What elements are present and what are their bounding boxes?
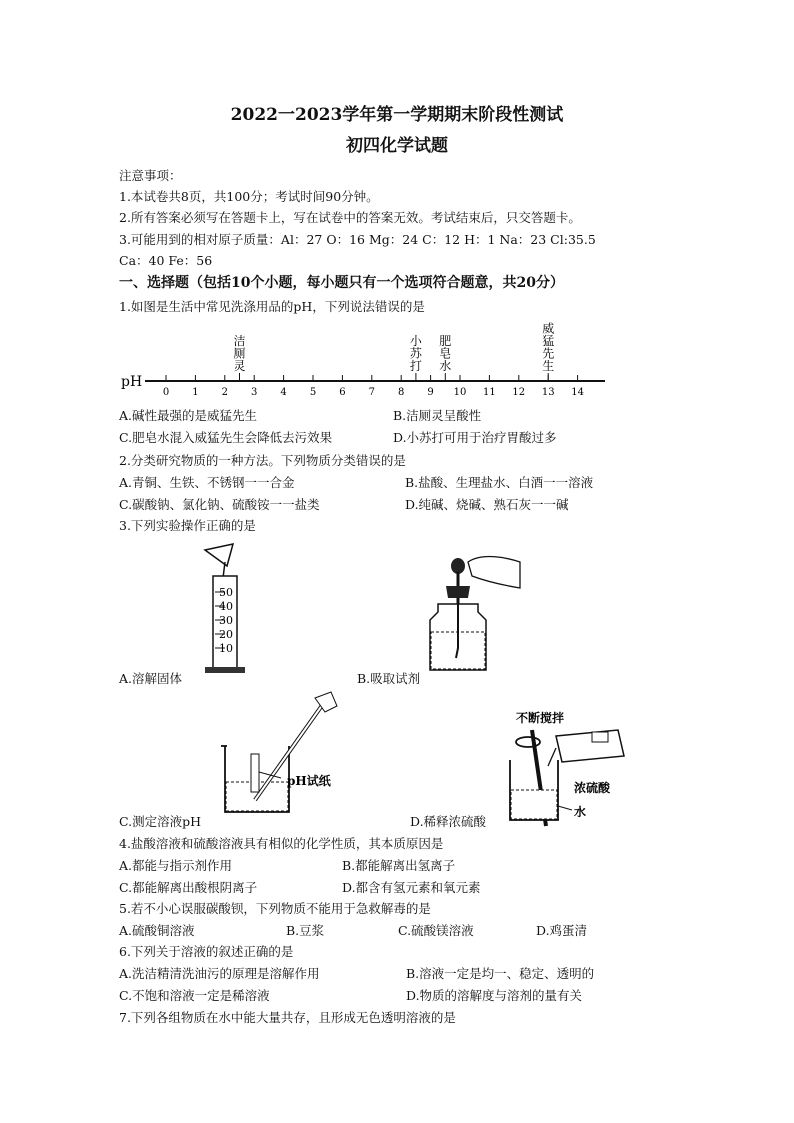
question-stem: 6.下列关于溶液的叙述正确的是	[119, 944, 294, 959]
option-b: B.溶液一定是均一、稳定、透明的	[406, 966, 595, 981]
ph-marker-label: 洁厕灵	[233, 334, 246, 373]
measuring-cylinder-figure	[195, 540, 265, 678]
cylinder-mark: 40	[219, 600, 233, 613]
question-stem: 1.如图是生活中常见洗涤用品的pH，下列说法错误的是	[119, 299, 425, 314]
page-title: 2022一2023学年第一学期期末阶段性测试	[230, 105, 564, 125]
option-d: D.物质的溶解度与溶剂的量有关	[406, 988, 583, 1003]
ph-tick-label: 14	[571, 387, 584, 398]
ph-tick-label: 10	[453, 387, 467, 398]
option-c: C.硫酸镁溶液	[398, 923, 474, 938]
question-stem: 2.分类研究物质的一种方法。下列物质分类错误的是	[119, 453, 406, 468]
option-c: C.测定溶液pH	[119, 814, 201, 829]
notice-line: 2.所有答案必须写在答题卡上，写在试卷中的答案无效。考试结束后，只交答题卡。	[119, 210, 581, 225]
ph-tick-label: 11	[483, 387, 496, 398]
option-d: D.稀释浓硫酸	[410, 814, 487, 829]
ph-tick-label: 8	[398, 387, 405, 398]
ph-tick-label: 0	[162, 387, 170, 398]
option-d: D.小苏打可用于治疗胃酸过多	[393, 430, 557, 445]
cylinder-mark: 20	[219, 628, 233, 641]
option-d: D.都含有氢元素和氧元素	[342, 880, 481, 895]
option-c: C.碳酸钠、氯化钠、硫酸铵一一盐类	[119, 497, 320, 512]
notice-heading: 注意事项：	[119, 168, 182, 183]
section-heading: 一、选择题（包括10个小题，每小题只有一个选项符合题意，共20分）	[119, 275, 564, 291]
option-a: A.硫酸铜溶液	[119, 923, 195, 938]
option-b: B.都能解离出氢离子	[342, 858, 456, 873]
option-d: D.纯碱、烧碱、熟石灰一一碱	[405, 497, 569, 512]
ph-tick-label: 2	[221, 387, 228, 398]
option-b: B.吸取试剂	[357, 671, 421, 686]
ph-tick-label: 3	[251, 387, 258, 398]
option-a: A.都能与指示剂作用	[119, 858, 233, 873]
ph-tick-label: 13	[541, 387, 555, 398]
ph-markers	[233, 321, 554, 382]
ph-tick-label: 7	[368, 387, 375, 398]
cylinder-mark: 10	[219, 642, 233, 655]
cylinder-mark: 50	[219, 586, 233, 599]
option-a: A.碱性最强的是威猛先生	[119, 408, 258, 423]
ph-tick-label: 4	[280, 387, 287, 398]
option-b: B.盐酸、生理盐水、白酒一一溶液	[405, 475, 594, 490]
notice-line: Ca：40 Fe：56	[119, 253, 213, 268]
option-a: A.洗洁精清洗油污的原理是溶解作用	[119, 966, 320, 981]
option-a: A.青铜、生铁、不锈钢一一合金	[119, 475, 295, 490]
ph-axis-label: pH	[121, 374, 143, 390]
ph-paper-label: pH试纸	[287, 774, 331, 788]
question-stem: 5.若不小心误服碳酸钡，下列物质不能用于急救解毒的是	[119, 901, 431, 916]
option-b: B.洁厕灵呈酸性	[393, 408, 482, 423]
water-label: 水	[574, 805, 587, 819]
notice-line: 3.可能用到的相对原子质量：Al：27 O：16 Mg：24 C：12 H：1 Na：23 Cl:35.5	[119, 232, 596, 247]
ph-marker-label: 小苏打	[409, 334, 422, 373]
question-stem: 3.下列实验操作正确的是	[119, 518, 256, 533]
ph-tick-label: 9	[427, 387, 434, 398]
ph-test-figure	[215, 690, 350, 818]
ph-tick-label: 1	[192, 387, 199, 398]
option-c: C.都能解离出酸根阴离子	[119, 880, 258, 895]
page-subtitle: 初四化学试题	[346, 136, 448, 156]
ph-ticks	[163, 375, 584, 398]
ph-marker-label: 肥皂水	[439, 334, 452, 373]
ph-tick-label: 12	[512, 387, 526, 398]
acid-label: 浓硫酸	[574, 781, 611, 795]
ph-tick-label: 5	[309, 387, 317, 398]
dropper-bottle-figure	[428, 548, 528, 674]
ph-tick-label: 6	[339, 387, 346, 398]
option-c: C.不饱和溶液一定是稀溶液	[119, 988, 270, 1003]
option-b: B.豆浆	[286, 923, 325, 938]
option-a: A.溶解固体	[119, 671, 183, 686]
option-c: C.肥皂水混入威猛先生会降低去污效果	[119, 430, 333, 445]
ph-marker-label: 威猛先生	[542, 321, 555, 373]
question-stem: 7.下列各组物质在水中能大量共存，且形成无色透明溶液的是	[119, 1010, 456, 1025]
stir-label: 不断搅拌	[516, 711, 565, 725]
question-stem: 4.盐酸溶液和硫酸溶液具有相似的化学性质，其本质原因是	[119, 836, 444, 851]
option-d: D.鸡蛋清	[536, 923, 588, 938]
dilute-acid-figure	[500, 708, 635, 830]
ph-scale-figure	[115, 318, 615, 400]
notice-line: 1.本试卷共8页，共100分；考试时间90分钟。	[119, 189, 379, 204]
cylinder-mark: 30	[219, 614, 233, 627]
